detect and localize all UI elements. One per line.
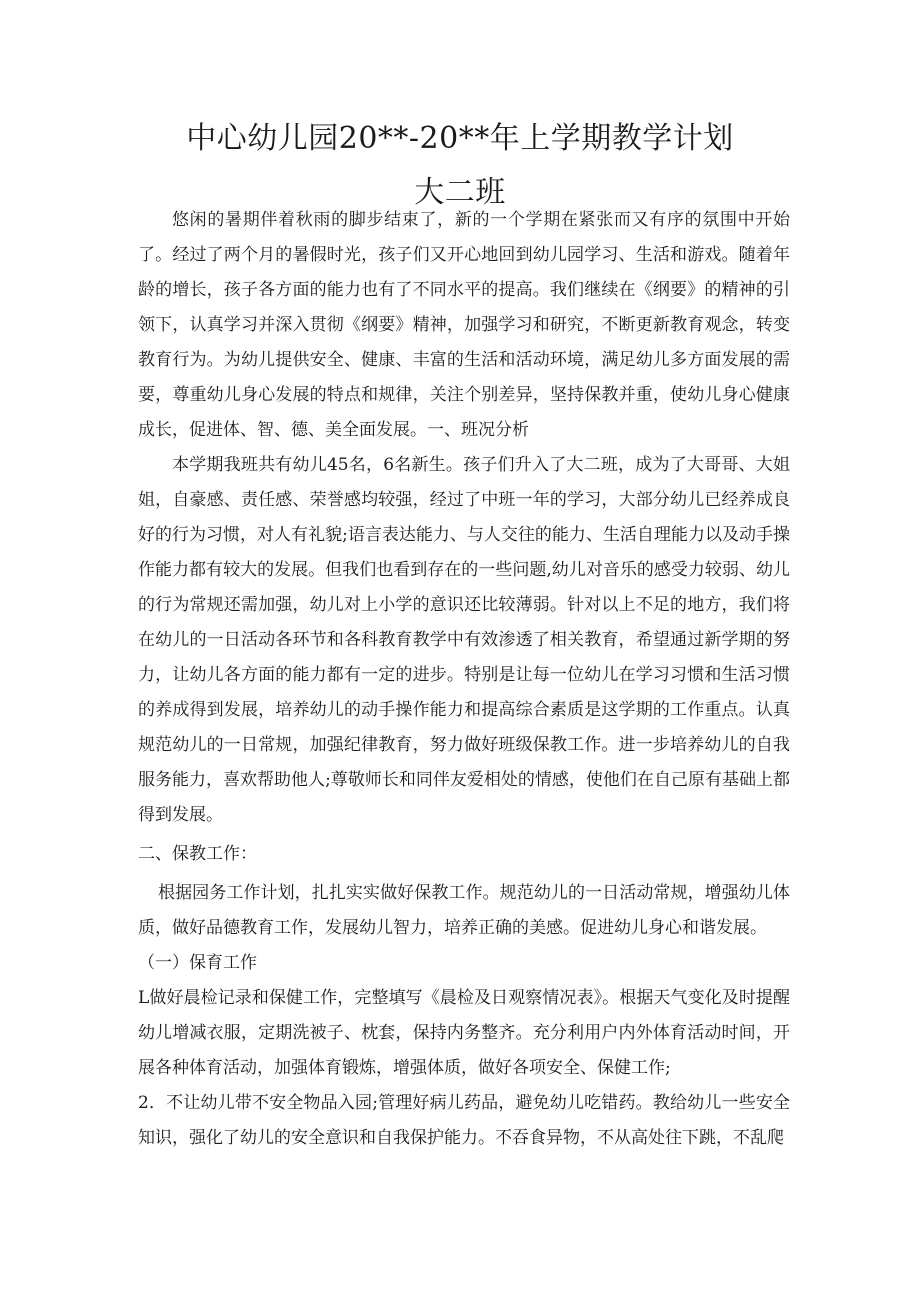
document-subtitle: 大二班 <box>414 175 506 210</box>
intro-paragraph: 悠闲的暑期伴着秋雨的脚步结束了，新的一个学期在紧张而又有序的氛围中开始了。经过了两个月的暑假时光，孩子们又开心地回到幼儿园学习、生活和游戏。随着年龄的增长，孩子各方面的能力也有了不同水平的提高。我们继续在《纲要》的精神的引领下，认真学习并深入贯彻《纲要》精神，加强学习和研究，不断更新教育观念，转变教育行为。为幼儿提供安全、健康、丰富的生活和活动环境，满足幼儿多方面发展的需要，尊重幼儿身心发展的特点和规律，关注个别差异，坚持保教并重，使幼儿身心健康成长，促进体、智、德、美全面发展。一、班况分析 <box>138 210 790 440</box>
class-analysis-paragraph: 本学期我班共有幼儿45名，6名新生。孩子们升入了大二班，成为了大哥哥、大姐姐，自豪感、责任感、荣誉感均较强，经过了中班一年的学习，大部分幼儿已经养成良好的行为习惯，对人有礼貌;语言表达能力、与人交往的能力、生活自理能力以及动手操作能力都有较大的发展。但我们也看到存在的一些问题,幼儿对音乐的感受力较弱、幼儿的行为常规还需加强，幼儿对上小学的意识还比较薄弱。针对以上不足的地方，我们将在幼儿的一日活动各环节和各科教育教学中有效渗透了相关教育，希望通过新学期的努力，让幼儿各方面的能力都有一定的进步。特别是让每一位幼儿在学习习惯和生活习惯的养成得到发展，培养幼儿的动手操作能力和提高综合素质是这学期的工作重点。认真规范幼儿的一日常规，加强纪律教育，努力做好班级保教工作。进一步培养幼儿的自我服务能力，喜欢帮助他人;尊敬师长和同伴友爱相处的情感，使他们在自己原有基础上都得到发展。 <box>138 455 790 825</box>
section-heading-care-education: 二、保教工作： <box>138 844 257 864</box>
nursing-item-2: 2．不让幼儿带不安全物品入园;管理好病儿药品，避免幼儿吃错药。教给幼儿一些安全知识，强化了幼儿的安全意识和自我保护能力。不吞食异物，不从高处往下跳，不乱爬 <box>138 1093 790 1148</box>
document-body <box>138 203 790 1156</box>
document-title: 中心幼儿园20**-20**年上学期教学计划 <box>186 121 734 156</box>
care-education-paragraph: 根据园务工作计划，扎扎实实做好保教工作。规范幼儿的一日活动常规，增强幼儿体质，做好品德教育工作，发展幼儿智力，培养正确的美感。促进幼儿身心和谐发展。 <box>138 883 790 938</box>
subsection-heading-nursing: （一）保育工作 <box>138 953 257 973</box>
nursing-item-1: L做好晨检记录和保健工作，完整填写《晨检及日观察情况表》。根据天气变化及时提醒幼儿增减衣服，定期洗被子、枕套，保持内务整齐。充分利用户内外体育活动时间，开展各种体育活动，加强体育锻炼，增强体质，做好各项安全、保健工作; <box>138 988 790 1078</box>
